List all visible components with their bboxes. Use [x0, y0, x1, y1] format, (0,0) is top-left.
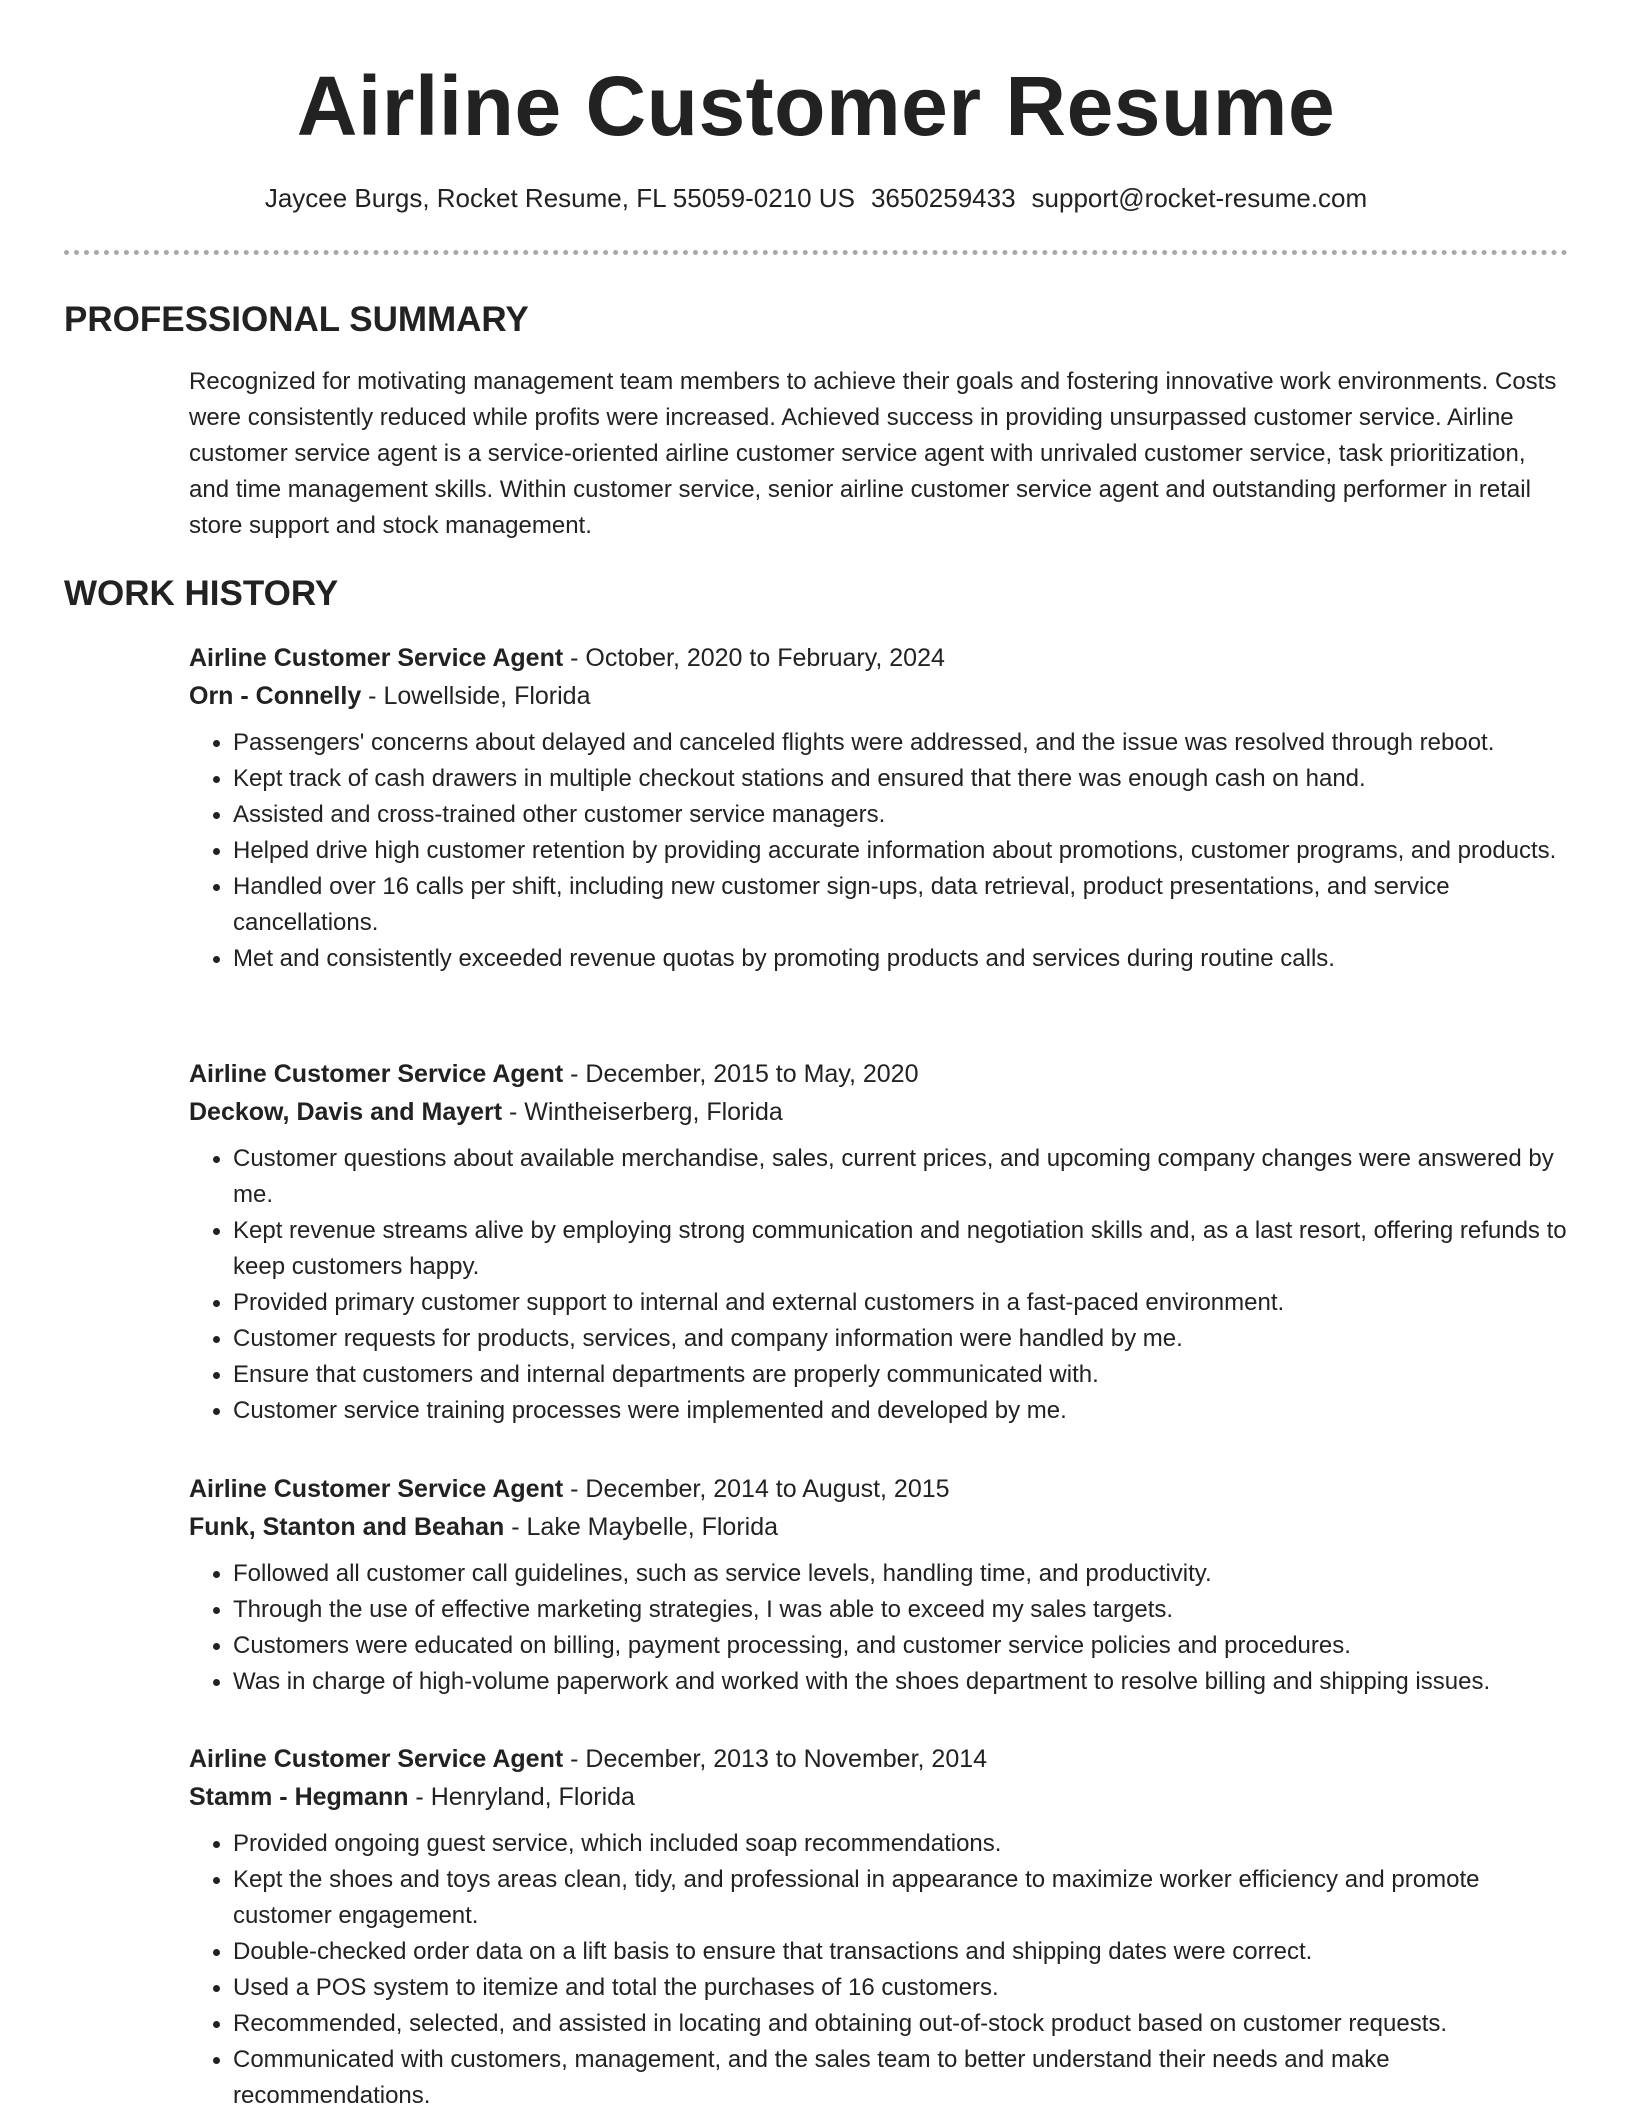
- job-bullet: • Kept track of cash drawers in multiple checkout stations and ensured that there was enough cash on hand.: [233, 761, 1569, 797]
- job-bullet: • Followed all customer call guidelines, such as service levels, handling time, and productivity.: [233, 1556, 1569, 1592]
- job-company: Funk, Stanton and Beahan: [189, 1513, 505, 1541]
- summary-heading: PROFESSIONAL SUMMARY: [64, 300, 529, 339]
- job-bullet: • Recommended, selected, and assisted in locating and obtaining out-of-stock product based on customer requests.: [233, 2006, 1569, 2042]
- job-bullet: • Kept the shoes and toys areas clean, tidy, and professional in appearance to maximize worker efficiency and promote customer engagement.: [233, 1862, 1569, 1934]
- job-location: - Henryland, Florida: [408, 1783, 635, 1811]
- job-title-line: [189, 639, 1569, 677]
- job-bullet: • Kept revenue streams alive by employing strong communication and negotiation skills and, as a last resort, offering refunds to keep customers happy.: [233, 1213, 1569, 1285]
- contact-phone: 3650259433: [870, 183, 1016, 213]
- job-bullet: • Customer questions about available merchandise, sales, current prices, and upcoming company changes were answered by me.: [233, 1141, 1569, 1213]
- job-role: Airline Customer Service Agent: [189, 644, 564, 672]
- job-company-line: [189, 677, 1569, 715]
- job-bullets: [189, 1826, 1569, 2112]
- job-title-line: [189, 1055, 1569, 1093]
- job-company: Orn - Connelly: [189, 682, 362, 710]
- job-company: Deckow, Davis and Mayert: [189, 1098, 503, 1126]
- job-dates: - October, 2020 to February, 2024: [563, 644, 945, 672]
- job-bullet: • Customer requests for products, services, and company information were handled by me.: [233, 1321, 1569, 1357]
- job-role: Airline Customer Service Agent: [189, 1745, 564, 1773]
- job-bullet: • Ensure that customers and internal departments are properly communicated with.: [233, 1357, 1569, 1393]
- job-role: Airline Customer Service Agent: [189, 1475, 564, 1503]
- job-bullet: • Used a POS system to itemize and total the purchases of 16 customers.: [233, 1970, 1569, 2006]
- job-company-line: [189, 1778, 1569, 1816]
- job-dates: - December, 2013 to November, 2014: [563, 1745, 988, 1773]
- contact-address: Jaycee Burgs, Rocket Resume, FL 55059-0210 US: [264, 183, 855, 213]
- job-bullet: • Assisted and cross-trained other customer service managers.: [233, 797, 1569, 833]
- job-bullet: • Handled over 16 calls per shift, including new customer sign-ups, data retrieval, product presentations, and service cancellations.: [233, 869, 1569, 941]
- job-bullet: • Helped drive high customer retention by providing accurate information about promotions, customer programs, and products.: [233, 833, 1569, 869]
- job-bullet: • Was in charge of high-volume paperwork and worked with the shoes department to resolve billing and shipping issues.: [233, 1664, 1569, 1700]
- job-role: Airline Customer Service Agent: [189, 1060, 564, 1088]
- job-bullet: • Through the use of effective marketing strategies, I was able to exceed my sales targets.: [233, 1592, 1569, 1628]
- job-entry: [189, 639, 1569, 977]
- contact-email: support@rocket-resume.com: [1031, 183, 1368, 213]
- work-history-heading: WORK HISTORY: [64, 574, 339, 613]
- job-bullet: • Double-checked order data on a lift basis to ensure that transactions and shipping dates were correct.: [233, 1934, 1569, 1970]
- job-company: Stamm - Hegmann: [189, 1783, 409, 1811]
- job-location: - Lowellside, Florida: [361, 682, 591, 710]
- job-company-line: [189, 1508, 1569, 1546]
- job-bullets: [189, 1556, 1569, 1700]
- job-dates: - December, 2015 to May, 2020: [563, 1060, 919, 1088]
- summary-text: Recognized for motivating management team members to achieve their goals and fostering innovative work environments. Costs were consistently reduced while profits were increased. Achieved success in providing unsurpassed customer service. Airline customer service agent is a service-oriented airline customer service agent with unrivaled customer service, task prioritization, and time management skills. Within customer service, senior airline customer service agent and outstanding performer in retail store support and stock management.: [189, 368, 1557, 539]
- header-divider: [64, 250, 1568, 255]
- job-bullet: • Customer service training processes were implemented and developed by me.: [233, 1393, 1569, 1429]
- job-bullets: [189, 725, 1569, 977]
- job-dates: - December, 2014 to August, 2015: [563, 1475, 950, 1503]
- job-title-line: [189, 1470, 1569, 1508]
- job-bullet: • Met and consistently exceeded revenue quotas by promoting products and services during routine calls.: [233, 941, 1569, 977]
- job-bullets: [189, 1141, 1569, 1429]
- job-bullet: • Provided ongoing guest service, which included soap recommendations.: [233, 1826, 1569, 1862]
- job-location: - Lake Maybelle, Florida: [504, 1513, 779, 1541]
- job-location: - Wintheiserberg, Florida: [502, 1098, 783, 1126]
- job-bullet: • Communicated with customers, management, and the sales team to better understand their needs and make recommendations.: [233, 2042, 1569, 2112]
- job-bullet: • Provided primary customer support to internal and external customers in a fast-paced environment.: [233, 1285, 1569, 1321]
- job-company-line: [189, 1093, 1569, 1131]
- job-title-line: [189, 1740, 1569, 1778]
- job-entry: [189, 1470, 1569, 1700]
- job-entry: [189, 1055, 1569, 1429]
- resume-title: Airline Customer Resume: [296, 59, 1336, 153]
- job-entry: [189, 1740, 1569, 2112]
- job-bullet: • Customers were educated on billing, payment processing, and customer service policies and procedures.: [233, 1628, 1569, 1664]
- job-bullet: • Passengers' concerns about delayed and canceled flights were addressed, and the issue was resolved through reboot.: [233, 725, 1569, 761]
- contact-line: [0, 180, 1632, 216]
